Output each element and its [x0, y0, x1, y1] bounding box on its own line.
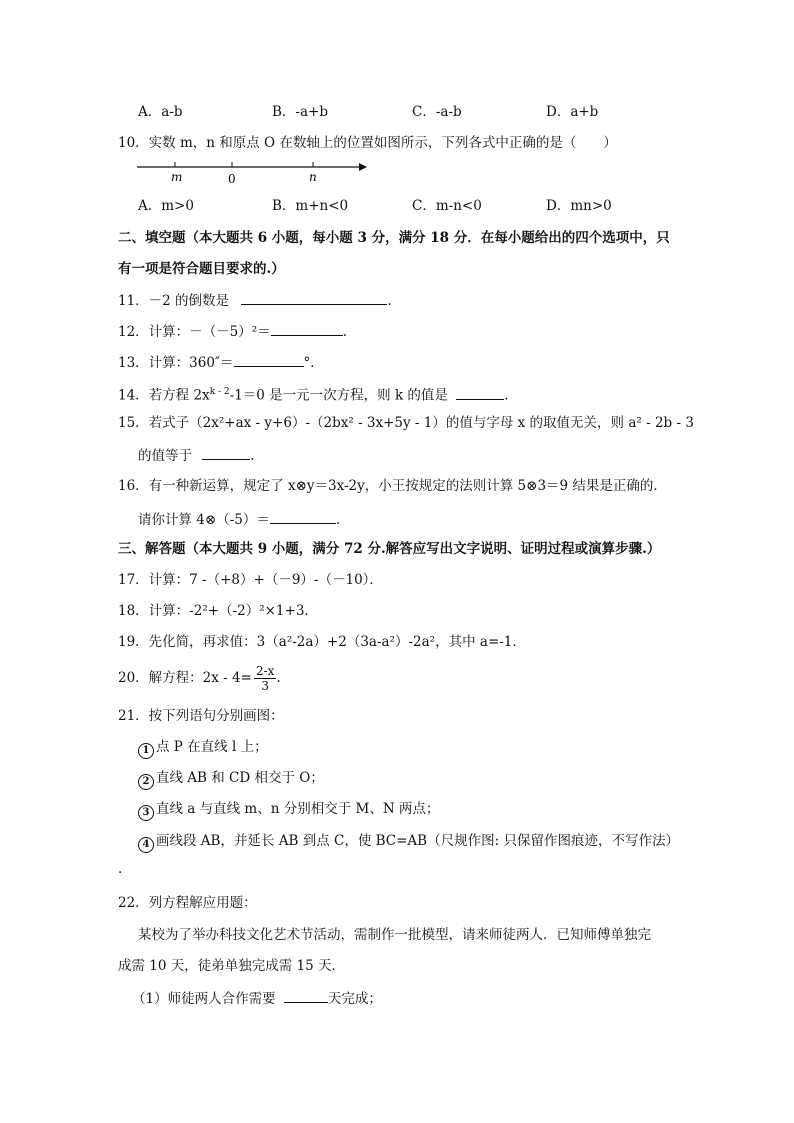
- q21-stem: 21．按下列语句分别画图：: [118, 708, 284, 724]
- q21-item-1: [138, 738, 268, 759]
- q15-answer-blank[interactable]: [202, 445, 250, 460]
- q14-answer-blank[interactable]: [456, 385, 504, 400]
- q11: [118, 290, 392, 310]
- q13-end: °．: [303, 355, 324, 371]
- q9-option-c: C．-a-b: [412, 104, 462, 120]
- q21-item-1-text: 点 P 在直线 l 上；: [156, 739, 268, 755]
- circled-number-icon: 2: [138, 774, 154, 790]
- q12-end: .: [342, 324, 347, 340]
- section2-heading-line2: 有一项是符合题目要求的.）: [118, 261, 285, 277]
- q17: 17．计算：7 -（+8）+（－9）-（－10）．: [118, 572, 383, 588]
- circled-number-icon: 1: [138, 743, 154, 759]
- q13-answer-blank[interactable]: [234, 352, 304, 367]
- number-line-arrow-icon: [359, 163, 367, 171]
- circled-number-icon: 4: [138, 837, 154, 853]
- q12-answer-blank[interactable]: [271, 321, 343, 336]
- q20-pre: 20．解方程：2x - 4=: [118, 670, 252, 686]
- q21-item-2: [138, 769, 324, 790]
- q15-end: .: [250, 448, 255, 464]
- q16-line2-text: 请你计算 4⊗（-5）＝: [138, 512, 270, 528]
- q13: [118, 352, 324, 372]
- q10-option-a: A．m>0: [138, 198, 194, 214]
- q20-denominator: 3: [261, 679, 269, 693]
- q11-end: .: [387, 293, 392, 309]
- q14: [118, 383, 509, 405]
- q18: 18．计算：-2²+（-2）²×1+3．: [118, 603, 318, 619]
- q11-text: 11．－2 的倒数是: [118, 293, 230, 309]
- q10-option-b: B．m+n<0: [272, 198, 349, 214]
- q22-sub1: [132, 988, 382, 1008]
- q20-end: .: [276, 670, 281, 686]
- q20-fraction: [254, 664, 276, 693]
- q19: 19．先化简，再求值：3（a²-2a）+2（3a-a²）-2a²，其中 a=-1．: [118, 634, 526, 650]
- q9-option-d: D．a+b: [546, 104, 599, 120]
- q22-line1: 某校为了举办科技文化艺术节活动，需制作一批模型，请来师徒两人．已知师傅单独完: [138, 927, 651, 943]
- section3-heading: 三、解答题（本大题共 9 小题，满分 72 分.解答应写出文字说明、证明过程或演算步骤.）: [118, 541, 661, 557]
- label-zero: 0: [228, 172, 236, 186]
- q21-item-3: [138, 800, 439, 821]
- q11-answer-blank[interactable]: [241, 290, 387, 305]
- number-line-figure: [135, 158, 370, 188]
- q14-end: .: [504, 387, 509, 404]
- circled-number-icon: 3: [138, 805, 154, 821]
- q9-option-b: B．-a+b: [272, 104, 328, 120]
- q14-mid: -1＝0 是一元一次方程，则 k 的值是: [229, 387, 448, 404]
- q21-item-2-text: 直线 AB 和 CD 相交于 O；: [156, 770, 324, 786]
- label-n: n: [309, 170, 317, 184]
- q15-line1: 15．若式子（2x²+ax - y+6）-（2bx² - 3x+5y - 1）的值与字母 x 的取值无关，则 a² - 2b - 3: [118, 415, 694, 431]
- q22-sub1-end: 天完成；: [327, 991, 382, 1007]
- q22-sub1-answer-blank[interactable]: [284, 988, 328, 1003]
- q22-sub1-text: （1）师徒两人合作需要: [132, 991, 276, 1007]
- q21-trailing-period: .: [118, 861, 123, 877]
- q10-option-c: C．m-n<0: [412, 198, 482, 214]
- q15-line2-text: 的值等于: [138, 448, 192, 464]
- q16-end: .: [335, 512, 341, 528]
- q21-item-4: [138, 832, 679, 853]
- q16-answer-blank[interactable]: [270, 509, 336, 524]
- q13-text: 13．计算：360″＝: [118, 355, 234, 371]
- q10-option-d: D．mn>0: [546, 198, 612, 214]
- q9-option-a: A．a-b: [138, 104, 183, 120]
- q16-line2: [138, 509, 340, 529]
- q12-text: 12．计算：－（－5）²＝: [118, 324, 271, 340]
- q22-stem: 22．列方程解应用题：: [118, 895, 257, 911]
- q22-line2: 成需 10 天，徒弟单独完成需 15 天．: [118, 958, 346, 974]
- q14-pre: 14．若方程 2x: [118, 387, 210, 404]
- label-m: m: [171, 170, 183, 184]
- q20-numerator: 2-x: [255, 664, 275, 678]
- q12: [118, 321, 347, 341]
- q14-exponent: k - 2: [209, 387, 230, 397]
- q16-line1: 16．有一种新运算，规定了 x⊗y＝3x-2y，小王按规定的法则计算 5⊗3＝9 结果是正确的．: [118, 478, 667, 494]
- q21-item-4-text: 画线段 AB，并延长 AB 到点 C，使 BC=AB（尺规作图: 只保留作图痕迹，不写作法）: [156, 833, 679, 849]
- q21-item-3-text: 直线 a 与直线 m、n 分别相交于 M、N 两点；: [156, 801, 440, 817]
- q15-line2: [138, 445, 255, 465]
- section2-heading-line1: 二、填空题（本大题共 6 小题，每小题 3 分，满分 18 分．在每小题给出的四个选项中，只: [118, 230, 670, 246]
- q10-stem: 10．实数 m，n 和原点 O 在数轴上的位置如图所示，下列各式中正确的是（ ）: [118, 135, 617, 151]
- q20: [118, 663, 281, 693]
